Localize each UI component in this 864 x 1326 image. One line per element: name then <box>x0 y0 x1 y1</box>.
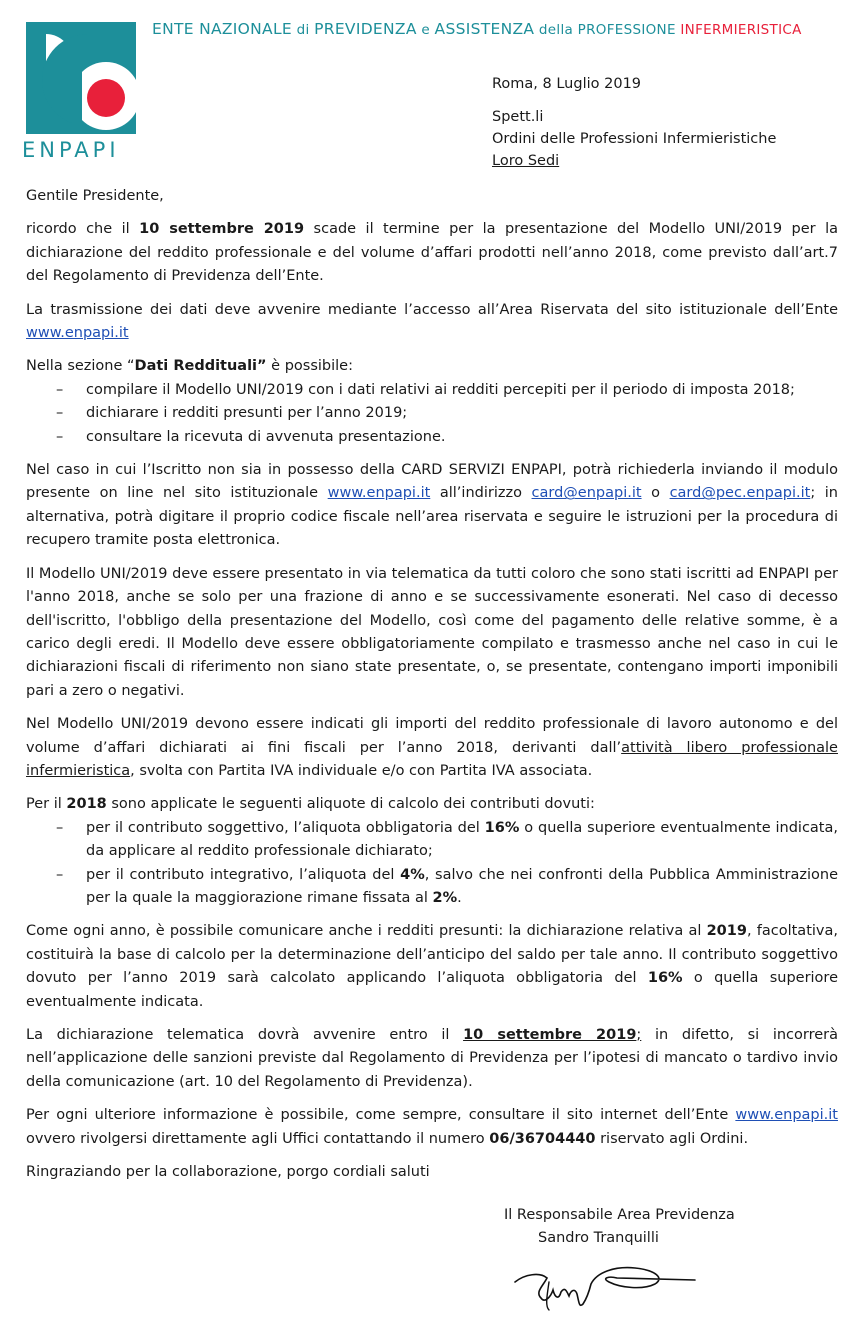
recipient-line-1: Spett.li <box>492 109 544 125</box>
enpapi-website-link[interactable]: www.enpapi.it <box>26 325 129 342</box>
letter-date: Roma, 8 Luglio 2019 <box>492 76 642 92</box>
rates-list <box>26 817 838 911</box>
recipient-line-2: Ordini delle Professioni Infermieristiche <box>492 131 777 147</box>
paragraph-rates: Per il 2018 sono applicate le seguenti aliquote di calcolo dei contributi dovuti: <box>26 796 595 813</box>
salutation: Gentile Presidente, <box>26 188 164 204</box>
list-item: – per il contributo integrativo, l’aliquota del 4%, salvo che nei confronti della Pubblica Amministrazione per la quale la maggiorazione rimane fissata al 2%. <box>26 864 838 911</box>
paragraph-obligation: Il Modello UNI/2019 deve essere presentato in via telematica da tutti coloro che sono stati iscritti ad ENPAPI per l'anno 2018, anche se solo per una frazione di anno e se successivamente esonerati. Nel caso di decesso dell'iscritto, l'obbligo della presentazione del Modello, così come del pagamento delle relative somme, è a carico degli eredi. Il Modello deve essere obbligatoriamente compilato e trasmesso anche nel caso in cui le dichiarazioni fiscali di riferimento non siano state presentate, o, se presentate, contengano importi imponibili pari a zero o negativi. <box>26 565 838 699</box>
handwritten-signature <box>505 1252 705 1312</box>
list-item: – per il contributo soggettivo, l’aliquota obbligatoria del 16% o quella superiore eventualmente indicata, da applicare al reddito professionale dichiarato; <box>26 817 838 864</box>
logo-wordmark: ENPAPI <box>22 138 120 162</box>
paragraph-transmission: La trasmissione dei dati deve avvenire mediante l’accesso all’Area Riservata del sito istituzionale dell’Ente www.enpapi.it <box>26 301 838 342</box>
paragraph-contacts: Per ogni ulteriore informazione è possibile, come sempre, consultare il sito internet dell’Ente www.enpapi.it ovvero rivolgersi direttamente agli Uffici contattando il numero 06/36704440 riservato agli Ordini. <box>26 1107 838 1147</box>
paragraph-deadline: ricordo che il 10 settembre 2019 scade il termine per la presentazione del Modello UNI/2019 per la dichiarazione del reddito professionale e del volume d’affari prodotti nell’anno 2018, come previsto dall’art.7 del Regolamento di Previdenza dell’Ente. <box>26 221 838 285</box>
section-options-list <box>26 379 838 449</box>
signature-block <box>504 1204 735 1250</box>
paragraph-presumed-income: Come ogni anno, è possibile comunicare anche i redditi presunti: la dichiarazione relativa al 2019, facoltativa, costituirà la base di calcolo per la determinazione dell’anticipo del saldo per tale anno. Il contributo soggettivo dovuto per l’anno 2019 sarà calcolato applicando l’aliquota obbligatoria del 16% o quella superiore eventualmente indicata. <box>26 923 838 1010</box>
enpapi-website-link[interactable]: www.enpapi.it <box>327 485 431 502</box>
card-email-link[interactable]: card@enpapi.it <box>531 485 642 502</box>
closing: Ringraziando per la collaborazione, porgo cordiali saluti <box>26 1164 430 1181</box>
list-item: – compilare il Modello UNI/2019 con i dati relativi ai redditi percepiti per il periodo di imposta 2018; <box>26 379 838 402</box>
signatory-role: Il Responsabile Area Previdenza <box>504 1207 735 1223</box>
letter-body <box>26 185 838 1194</box>
paragraph-section: Nella sezione “Dati Reddituali” è possibile: <box>26 358 353 375</box>
list-item: – consultare la ricevuta di avvenuta presentazione. <box>26 426 838 449</box>
list-item: – dichiarare i redditi presunti per l’anno 2019; <box>26 402 838 425</box>
address-block <box>492 73 776 172</box>
signatory-name: Sandro Tranquilli <box>538 1230 659 1246</box>
organization-title: ENTE NAZIONALE di PREVIDENZA e ASSISTENZA della PROFESSIONE INFERMIERISTICA <box>152 20 802 38</box>
enpapi-website-link[interactable]: www.enpapi.it <box>735 1107 838 1124</box>
enpapi-logo <box>26 22 136 134</box>
paragraph-card-servizi: Nel caso in cui l’Iscritto non sia in possesso della CARD SERVIZI ENPAPI, potrà richiederla inviando il modulo presente on line nel sito istituzionale www.enpapi.it all’indirizzo card@enpapi.it o card@pec.enpapi.it; in alternativa, potrà digitare il proprio codice fiscale nell’area riservata e seguire le istruzioni per la procedura di recupero tramite posta elettronica. <box>26 462 838 549</box>
recipient-line-3: Loro Sedi <box>492 153 560 169</box>
card-pec-email-link[interactable]: card@pec.enpapi.it <box>669 485 811 502</box>
paragraph-sanctions: La dichiarazione telematica dovrà avvenire entro il 10 settembre 2019; in difetto, si incorrerà nell’applicazione delle sanzioni previste dal Regolamento di Previdenza per l’ipotesi di mancato o tardivo invio della comunicazione (art. 10 del Regolamento di Previdenza). <box>26 1027 839 1090</box>
paragraph-amounts: Nel Modello UNI/2019 devono essere indicati gli importi del reddito professionale di lavoro autonomo e del volume d’affari dichiarati ai fini fiscali per l’anno 2018, derivanti dall’attività libero professionale infermieristica, svolta con Partita IVA individuale e/o con Partita IVA associata. <box>26 716 838 779</box>
